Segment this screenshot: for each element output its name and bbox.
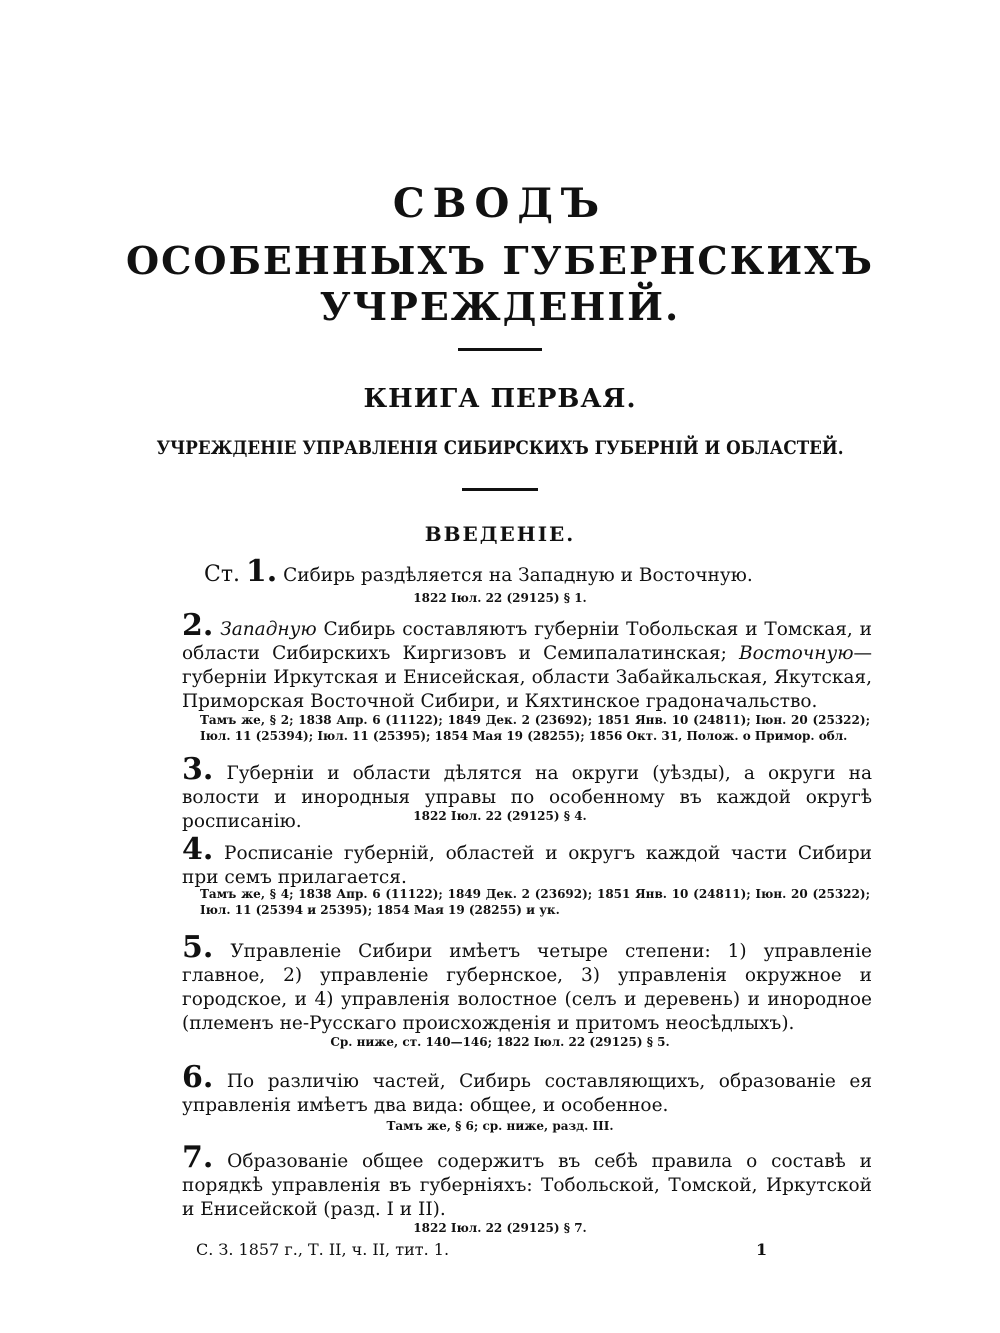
article-reference: Тамъ же, § 4; 1838 Апр. 6 (11122); 1849 Дек. 2 (23692); 1851 Янв. 10 (24811); Іюн. 20 (25322); Іюл. 11 (25394 и 25395); 1854 Мая 19 (28255) и ук. — [200, 887, 870, 917]
article-text: Сибирь раздѣляется на Западную и Восточную. — [283, 565, 753, 586]
article-number: 7. — [182, 1140, 214, 1175]
article-5 — [182, 930, 873, 1036]
article-2 — [182, 608, 872, 714]
article-1 — [204, 554, 884, 589]
title-line-3: УЧРЕЖДЕНІЙ. — [319, 284, 681, 329]
article-6 — [182, 1060, 872, 1118]
article-reference: Тамъ же, § 2; 1838 Апр. 6 (11122); 1849 Дек. 2 (23692); 1851 Янв. 10 (24811); Іюн. 20 (25322); Іюл. 11 (25394); Іюл. 11 (25395); 1854 Мая 19 (28255); 1856 Окт. 31, Полож. о Примор. обл. — [200, 713, 870, 743]
title-main — [0, 238, 1000, 330]
article-text: Управленіе Сибири имѣетъ четыре степени: 1) управленіе главное, 2) управленіе губернское, 3) управленія окружное и городское, и 4) управленія волостное (селъ и деревень) и инородное (племенъ не-Русскаго происхожденія и притомъ неосѣдлыхъ). — [182, 941, 873, 1034]
article-number: 5. — [182, 930, 214, 965]
page-number: 1 — [756, 1240, 768, 1259]
article-text: По различію частей, Сибирь составляющихъ, образованіе ея управленія имѣетъ два вида: общее, и особенное. — [182, 1071, 872, 1116]
source-citation: С. З. 1857 г., Т. II, ч. II, тит. 1. — [196, 1240, 450, 1259]
article-reference: Тамъ же, § 6; ср. ниже, разд. III. — [386, 1119, 614, 1133]
article-reference: 1822 Іюл. 22 (29125) § 7. — [413, 1221, 587, 1235]
article-prefix: Ст. — [204, 562, 240, 587]
article-reference: Ср. ниже, ст. 140—146; 1822 Іюл. 22 (29125) § 5. — [330, 1035, 670, 1049]
divider-rule — [462, 488, 538, 491]
article-emphasis: Восточную — [739, 643, 854, 664]
article-reference: 1822 Іюл. 22 (29125) § 4. — [413, 809, 587, 823]
article-number: 3. — [182, 752, 214, 787]
article-number: 6. — [182, 1060, 214, 1095]
introduction-heading: ВВЕДЕНІЕ. — [424, 522, 576, 546]
article-text: Росписаніе губерній, областей и округъ каждой части Сибири при семъ прилагается. — [182, 843, 872, 888]
article-number: 1. — [245, 554, 278, 589]
book-heading: КНИГА ПЕРВАЯ. — [363, 384, 637, 414]
article-reference: 1822 Іюл. 22 (29125) § 1. — [413, 591, 587, 605]
article-text: —губерніи Иркутская и Енисейская, области Забайкальская, Якутская, Приморская Восточной Сибири, и Кяхтинское градоначальство. — [182, 643, 872, 712]
article-number: 2. — [182, 608, 214, 643]
title-svod: СВОДЪ — [392, 180, 608, 227]
divider-rule — [458, 348, 542, 351]
article-text: Сибирь составляютъ губерніи Тобольская и Томская, и области Сибирскихъ Киргизовъ и Семипалатинская; — [182, 619, 872, 664]
title-line-2: ОСОБЕННЫХЪ ГУБЕРНСКИХЪ — [126, 238, 874, 283]
article-text: Образованіе общее содержитъ въ себѣ правила о составѣ и порядкѣ управленія въ губерніяхъ: Тобольской, Томской, Иркутской и Енисейской (разд. I и II). — [182, 1151, 872, 1220]
article-emphasis: Западную — [220, 619, 317, 640]
article-number: 4. — [182, 832, 214, 867]
article-7 — [182, 1140, 872, 1222]
article-text: Губерніи и области дѣлятся на округи (уѣзды), а округи на волости и инородныя управы по особенному въ каждой округѣ росписанію. — [182, 763, 872, 832]
section-subtitle: УЧРЕЖДЕНІЕ УПРАВЛЕНІЯ СИБИРСКИХЪ ГУБЕРНІЙ И ОБЛАСТЕЙ. — [156, 437, 844, 459]
article-4 — [182, 832, 872, 890]
